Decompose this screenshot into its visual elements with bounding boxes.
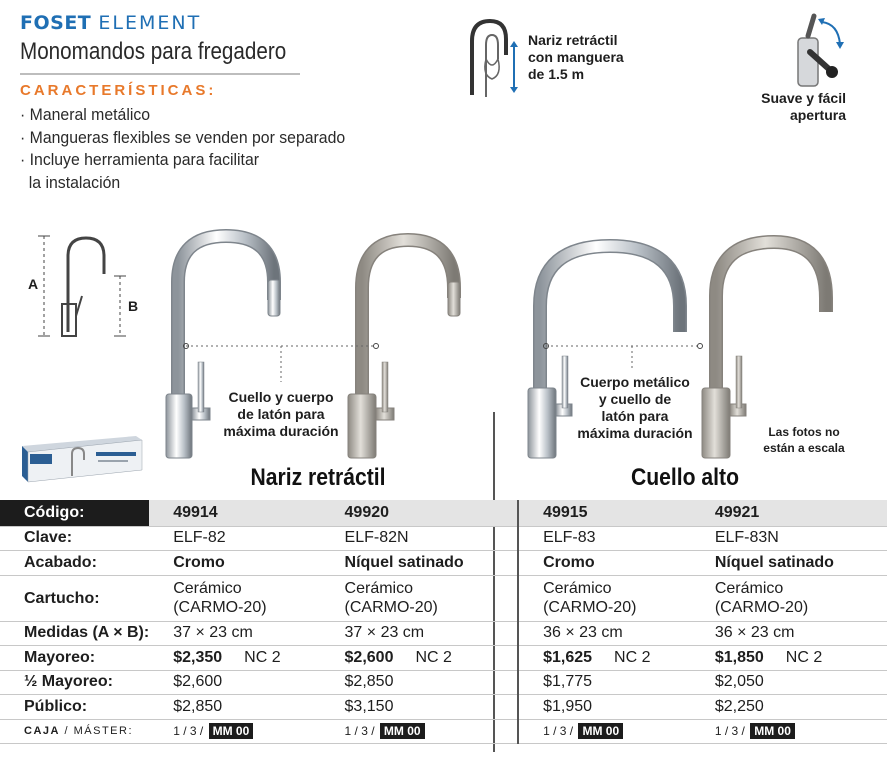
- master-badge: MM 00: [578, 723, 623, 739]
- table-row: [0, 621, 887, 646]
- table-cell: $1,775: [518, 670, 705, 695]
- title-divider: [20, 73, 300, 75]
- table-cell: $3,150: [335, 695, 519, 720]
- price-wholesale: $1,625: [543, 648, 593, 666]
- table-cell: ELF-83N: [705, 526, 887, 551]
- cell-line: Cerámico: [344, 580, 413, 597]
- table-cell: Cromo: [149, 551, 334, 576]
- feature-item: · Maneral metálico: [20, 105, 151, 124]
- table-cell: [705, 646, 887, 671]
- cell-line: Cerámico: [173, 580, 242, 597]
- table-cell: ELF-82: [149, 526, 334, 551]
- feature-item: · Incluye herramienta para facilitar: [20, 150, 260, 169]
- table-row: [0, 646, 887, 671]
- price-wholesale: $2,350: [173, 648, 223, 666]
- opening-badge-text: Suave y fácil apertura: [761, 90, 846, 123]
- table-cell: [149, 719, 334, 744]
- caja-value: 1 / 3 /: [543, 724, 574, 739]
- lever-rotation-icon: [788, 12, 848, 88]
- table-cell: [149, 646, 334, 671]
- caja-value: 1 / 3 /: [344, 724, 375, 739]
- table-row: [0, 670, 887, 695]
- nc-label: NC 2: [244, 648, 281, 666]
- features-list: [20, 104, 370, 194]
- table-cell: 37 × 23 cm: [335, 621, 519, 646]
- table-cell: $2,600: [149, 670, 334, 695]
- cell-line: (CARMO-20): [543, 599, 637, 616]
- spec-table: [0, 500, 887, 744]
- table-cell: [518, 575, 705, 621]
- product-box-image: [18, 432, 146, 484]
- table-row: [0, 526, 887, 551]
- table-cell: [335, 719, 519, 744]
- table-cell: $2,850: [149, 695, 334, 720]
- scale-note: Las fotos no están a escala: [763, 425, 845, 455]
- table-row: [0, 695, 887, 720]
- table-cell: 36 × 23 cm: [705, 621, 887, 646]
- feature-item: · Mangueras flexibles se venden por separado: [20, 127, 346, 147]
- row-label: Código:: [0, 500, 149, 526]
- master-badge: MM 00: [209, 723, 254, 739]
- table-cell: [705, 719, 887, 744]
- table-cell: 49914: [149, 500, 334, 526]
- master-badge: MM 00: [750, 723, 795, 739]
- group-title-high-neck: Cuello alto: [631, 464, 739, 491]
- brand-secondary: ELEMENT: [98, 12, 202, 34]
- row-label: Clave:: [0, 526, 149, 551]
- table-cell: $2,050: [705, 670, 887, 695]
- group-title-retractable: Nariz retráctil: [250, 464, 386, 491]
- table-row: [0, 551, 887, 576]
- table-cell: [518, 719, 705, 744]
- row-label: ½ Mayoreo:: [0, 670, 149, 695]
- cell-line: Cerámico: [714, 580, 784, 597]
- table-cell: Níquel satinado: [335, 551, 519, 576]
- table-cell: [149, 575, 334, 621]
- dimension-a-label: A: [28, 276, 39, 292]
- cell-line: (CARMO-20): [344, 599, 438, 616]
- table-cell: [705, 575, 887, 621]
- table-cell: ELF-82N: [335, 526, 519, 551]
- table-cell: 49921: [705, 500, 887, 526]
- cell-line: (CARMO-20): [714, 599, 809, 616]
- dimension-diagram-icon: [24, 232, 144, 342]
- brand-logo: [20, 12, 201, 34]
- master-label: / MÁSTER:: [59, 725, 134, 738]
- table-cell: Cromo: [518, 551, 705, 576]
- caja-value: 1 / 3 /: [173, 724, 204, 739]
- table-cell: [335, 646, 519, 671]
- retractable-badge-text: Nariz retráctil con manguera de 1.5 m: [528, 32, 624, 82]
- row-label: Público:: [0, 695, 149, 720]
- table-cell: 37 × 23 cm: [149, 621, 334, 646]
- cell-line: (CARMO-20): [173, 599, 267, 616]
- nc-label: NC 2: [785, 648, 823, 666]
- row-label: Mayoreo:: [0, 646, 149, 671]
- row-label: Acabado:: [0, 551, 149, 576]
- dimension-b-label: B: [128, 298, 139, 314]
- table-cell: Níquel satinado: [705, 551, 887, 576]
- feature-item: la instalación: [20, 172, 121, 192]
- price-wholesale: $1,850: [714, 648, 764, 666]
- nc-label: NC 2: [415, 648, 452, 666]
- table-cell: 36 × 23 cm: [518, 621, 705, 646]
- row-label: Cartucho:: [0, 575, 149, 621]
- page-title: Monomandos para fregadero: [20, 38, 287, 65]
- table-cell: 49920: [335, 500, 519, 526]
- caja-label: CAJA: [24, 725, 60, 738]
- table-row: [0, 719, 887, 744]
- table-cell: $2,850: [335, 670, 519, 695]
- right-caption: Cuerpo metálico y cuello de latón para máxima duración: [577, 374, 693, 441]
- left-caption: Cuello y cuerpo de latón para máxima duración: [223, 389, 339, 439]
- table-cell: 49915: [518, 500, 705, 526]
- nc-label: NC 2: [614, 648, 651, 666]
- table-cell: [335, 575, 519, 621]
- table-row: [0, 500, 887, 526]
- price-wholesale: $2,600: [344, 648, 394, 666]
- row-label: [0, 719, 149, 744]
- brand-primary: FOSET: [20, 12, 92, 34]
- retractable-hose-icon: [462, 15, 522, 97]
- table-row: [0, 575, 887, 621]
- cell-line: Cerámico: [543, 580, 612, 597]
- table-cell: $1,950: [518, 695, 705, 720]
- features-title: CARACTERÍSTICAS:: [20, 82, 217, 99]
- table-cell: [518, 646, 705, 671]
- row-label: Medidas (A × B):: [0, 621, 149, 646]
- master-badge: MM 00: [380, 723, 425, 739]
- caja-value: 1 / 3 /: [714, 724, 745, 739]
- table-cell: $2,250: [705, 695, 887, 720]
- table-cell: ELF-83: [518, 526, 705, 551]
